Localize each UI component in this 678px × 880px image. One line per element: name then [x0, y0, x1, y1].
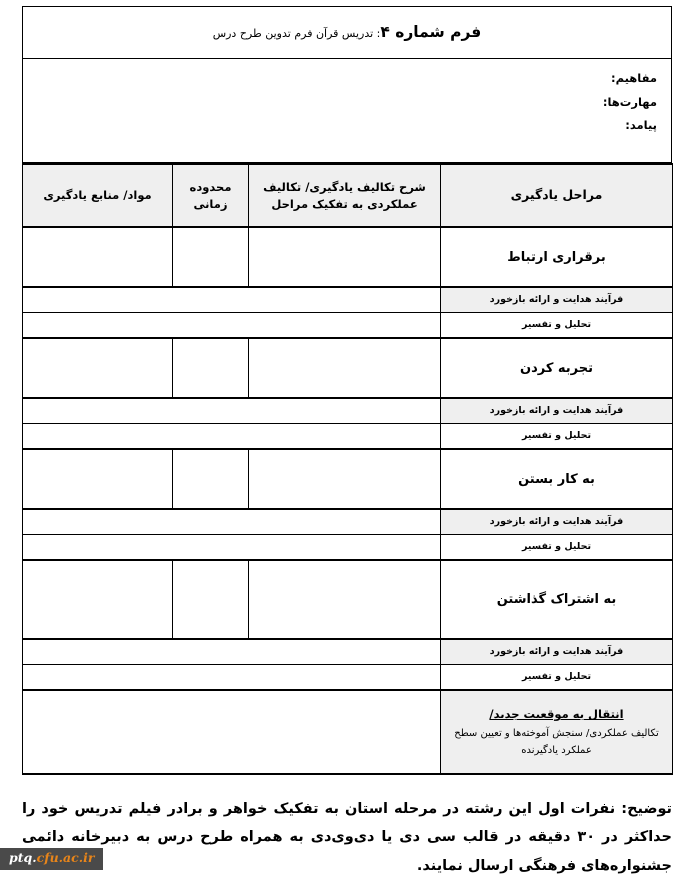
sub-feedback-entry[interactable] — [23, 509, 441, 535]
sub-feedback: فرآیند هدایت و ارائه بازخورد — [441, 509, 673, 535]
time-cell[interactable] — [173, 560, 249, 639]
form-title — [213, 24, 482, 41]
sub-analysis: تحلیل و تفسیر — [441, 665, 673, 691]
sub-analysis-entry[interactable] — [23, 665, 441, 691]
table-row — [23, 338, 673, 398]
tasks-cell[interactable] — [249, 449, 441, 509]
table-row — [23, 398, 673, 424]
table-row — [23, 639, 673, 665]
stage-name: به کار بستن — [441, 449, 673, 509]
outcome-label: پیامد: — [625, 118, 657, 132]
transfer-entry[interactable] — [23, 690, 441, 774]
transfer-stage-cell — [441, 690, 673, 774]
stage-name: برقراری ارتباط — [441, 227, 673, 287]
stage-name: تجربه کردن — [441, 338, 673, 398]
table-row-transfer — [23, 690, 673, 774]
site-watermark — [0, 848, 103, 870]
lesson-plan-table — [22, 163, 673, 775]
table-row — [23, 313, 673, 339]
header-stage: مراحل یادگیری — [441, 164, 673, 227]
sub-analysis-entry[interactable] — [23, 424, 441, 450]
sub-feedback: فرآیند هدایت و ارائه بازخورد — [441, 639, 673, 665]
materials-cell[interactable] — [23, 449, 173, 509]
table-row — [23, 287, 673, 313]
header-materials: مواد/ منابع یادگیری — [23, 164, 173, 227]
sub-feedback-entry[interactable] — [23, 639, 441, 665]
table-row — [23, 449, 673, 509]
header-time: محدوده زمانی — [173, 164, 249, 227]
stage-name: به اشتراک گذاشتن — [441, 560, 673, 639]
footer-note-line-3: جشنواره‌های فرهنگی ارسال نمایند. — [416, 857, 672, 874]
tasks-cell[interactable] — [249, 338, 441, 398]
sub-feedback: فرآیند هدایت و ارائه بازخورد — [441, 398, 673, 424]
watermark-prefix: ptq. — [9, 850, 37, 865]
transfer-description: تکالیف عملکردی/ سنجش آموخته‌ها و تعیین سطح عملکرد یادگیرنده — [454, 727, 659, 757]
tasks-cell[interactable] — [249, 560, 441, 639]
materials-cell[interactable] — [23, 560, 173, 639]
table-row — [23, 535, 673, 561]
time-cell[interactable] — [173, 227, 249, 287]
tasks-cell[interactable] — [249, 227, 441, 287]
sub-analysis-entry[interactable] — [23, 535, 441, 561]
sub-feedback: فرآیند هدایت و ارائه بازخورد — [441, 287, 673, 313]
materials-cell[interactable] — [23, 227, 173, 287]
header-tasks: شرح تکالیف یادگیری/ تکالیف عملکردی به تفکیک مراحل — [249, 164, 441, 227]
sub-analysis: تحلیل و تفسیر — [441, 313, 673, 339]
concepts-label: مفاهیم: — [611, 71, 657, 85]
table-row — [23, 560, 673, 639]
sub-analysis-entry[interactable] — [23, 313, 441, 339]
table-row — [23, 509, 673, 535]
time-cell[interactable] — [173, 338, 249, 398]
form-title-subject: : تدریس قرآن فرم تدوین طرح درس — [212, 27, 381, 41]
form-title-box — [22, 6, 672, 58]
footer-note — [22, 795, 672, 880]
footer-note-line-2: حداکثر در ۳۰ دقیقه در قالب سی دی یا دی‌وی‌دی به همراه طرح درس به دبیرخانه دائمی — [22, 829, 672, 846]
table-header-row — [23, 164, 673, 227]
footer-note-line-1: توضیح: نفرات اول این رشته در مرحله استان به تفکیک خواهر و برادر فیلم تدریس خود را — [22, 801, 672, 817]
table-row — [23, 424, 673, 450]
materials-cell[interactable] — [23, 338, 173, 398]
sub-analysis: تحلیل و تفسیر — [441, 424, 673, 450]
transfer-title: انتقال به موقعیت جدید/ — [489, 707, 624, 722]
time-cell[interactable] — [173, 449, 249, 509]
table-row — [23, 227, 673, 287]
sub-feedback-entry[interactable] — [23, 287, 441, 313]
lesson-meta-box — [22, 58, 672, 163]
table-row — [23, 665, 673, 691]
sub-feedback-entry[interactable] — [23, 398, 441, 424]
sub-analysis: تحلیل و تفسیر — [441, 535, 673, 561]
watermark-domain: cfu.ac.ir — [36, 850, 95, 865]
skills-label: مهارت‌ها: — [602, 94, 657, 109]
form-title-number: فرم شماره ۴ — [380, 23, 482, 42]
